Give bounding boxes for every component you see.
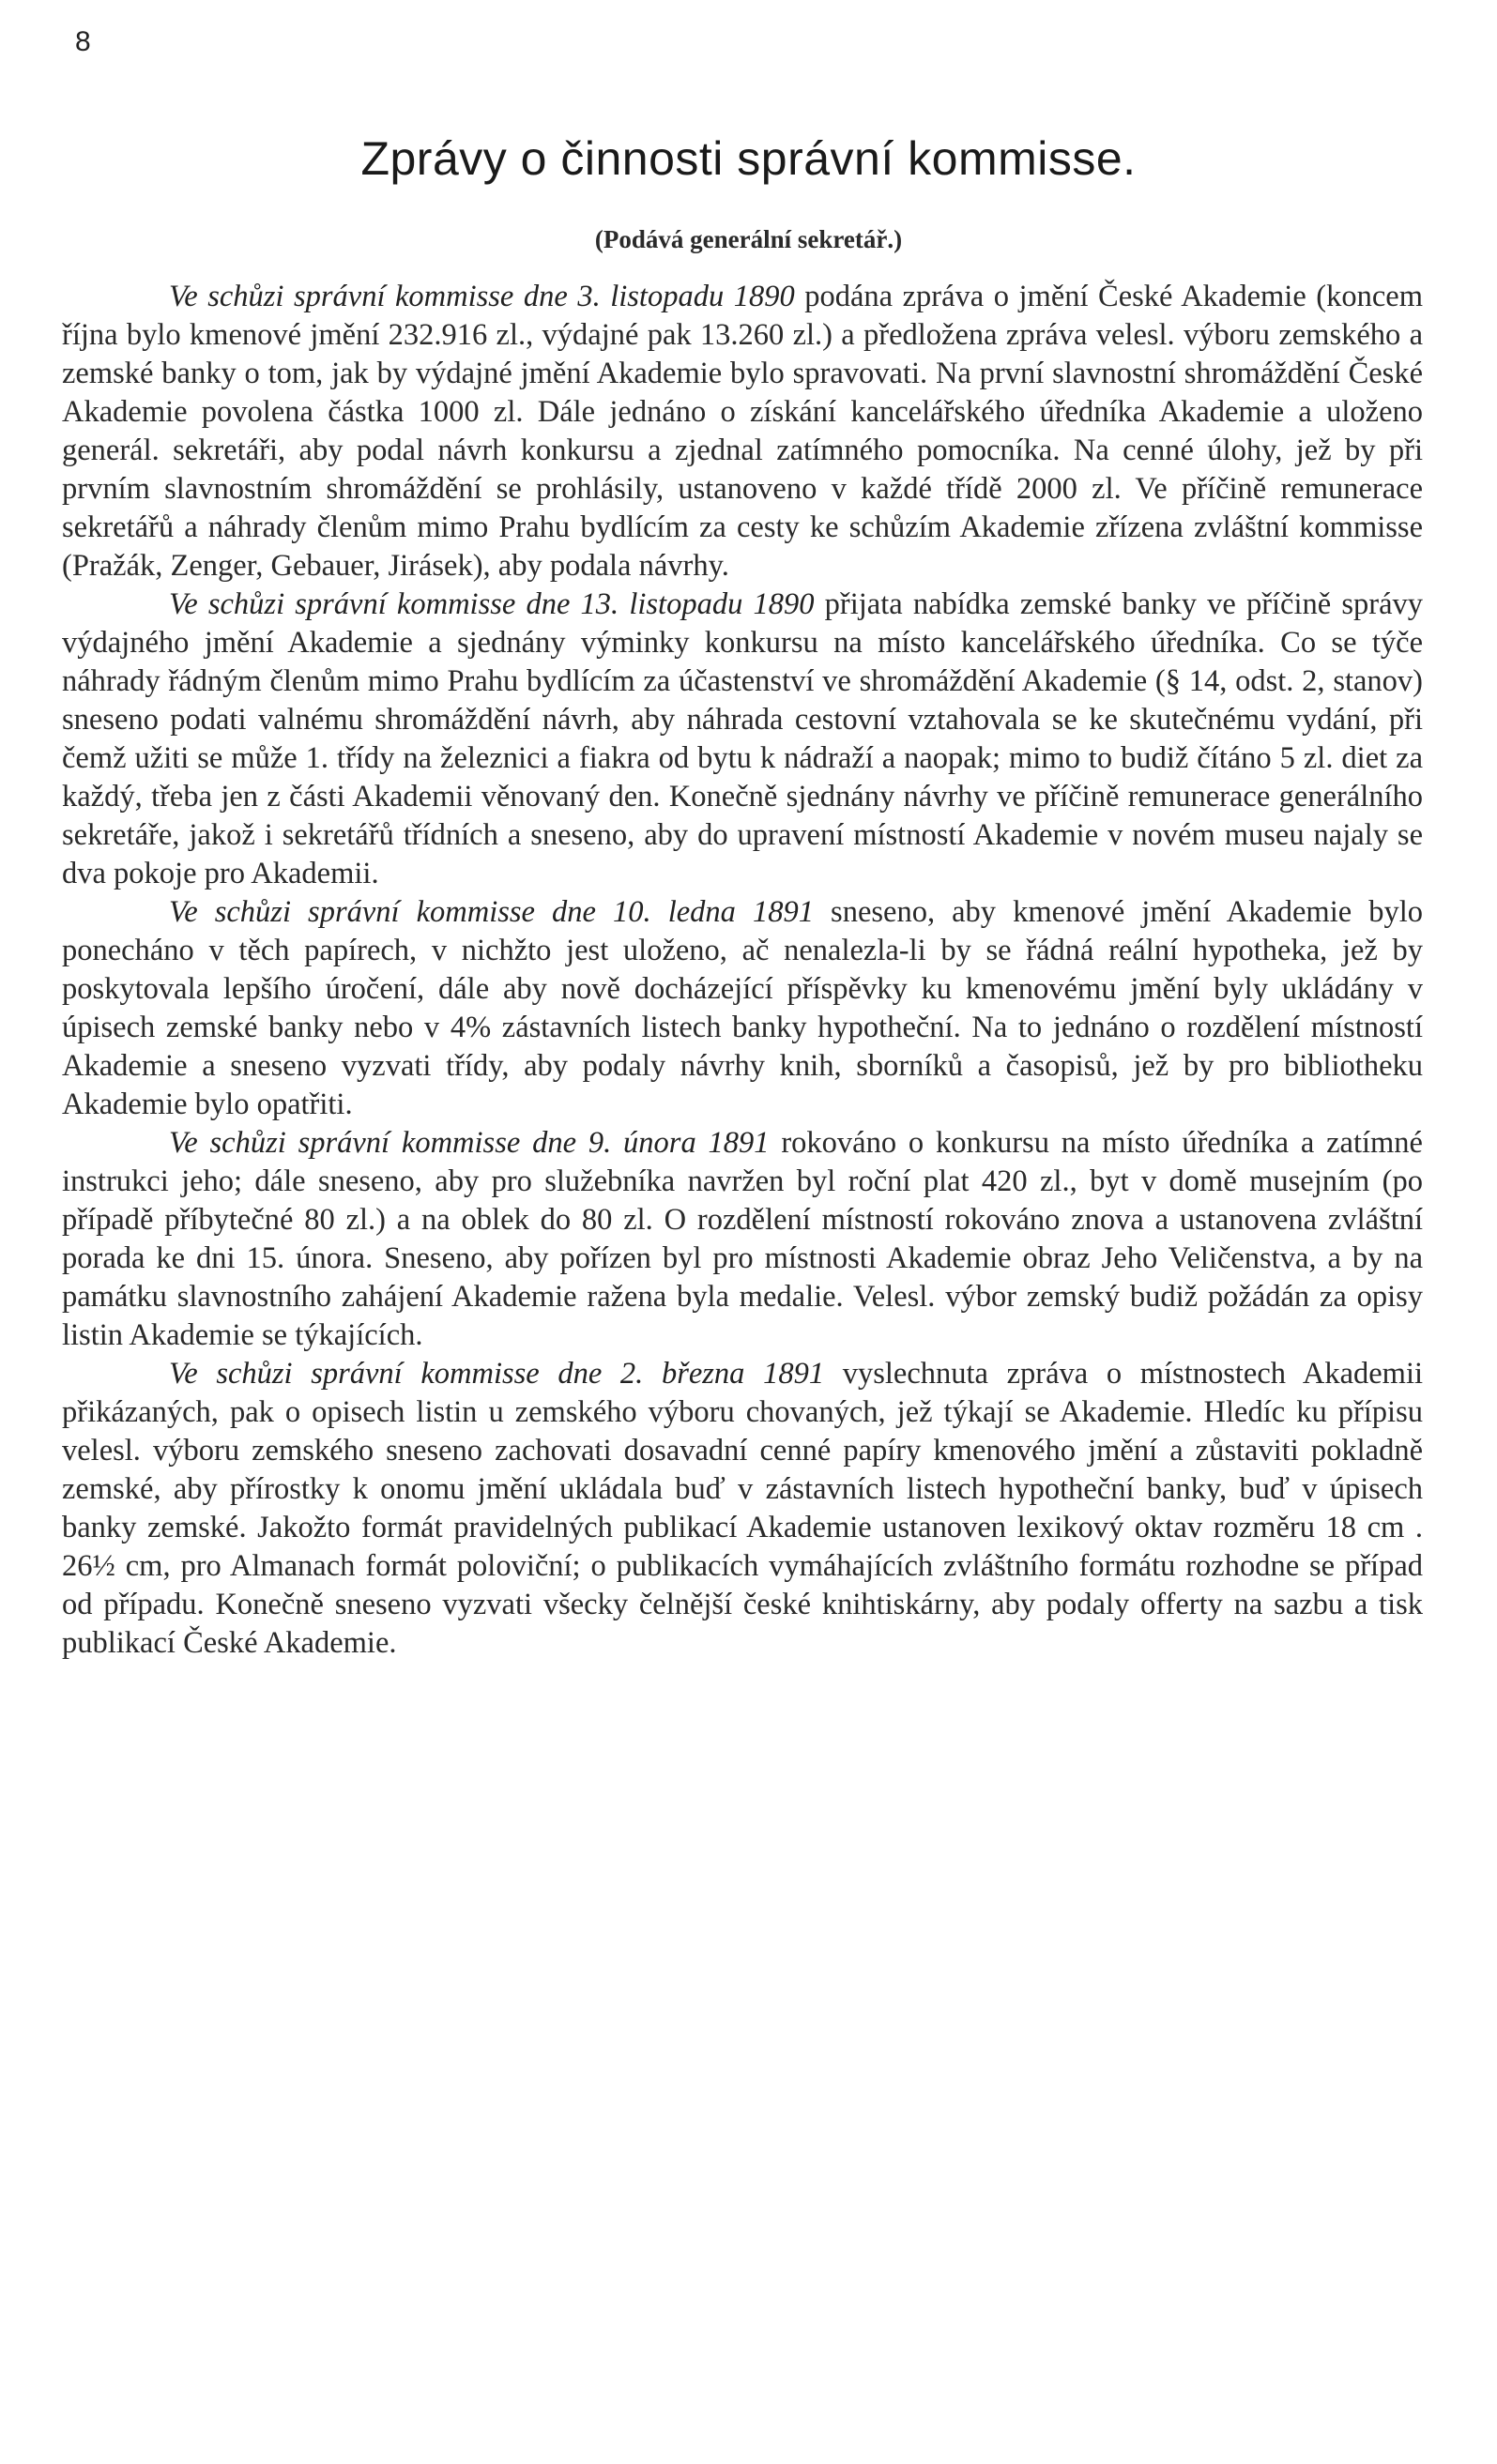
- paragraph-4: [62, 1124, 1423, 1355]
- paragraph-text: rokováno o konkursu na místo úředníka a zatímné instrukci jeho; dále sneseno, aby pro služebníka navržen byl roční plat 420 zl., byt v domě musejním (po případě příbytečné 80 zl.) a na oblek do 80 zl. O rozdělení místností rokováno znova a ustanovena zvláštní porada ke dni 15. února. Sneseno, aby pořízen byl pro místnosti Akademie obraz Jeho Veličenstva, a by na památku slavnostního zahájení Akademie ražena byla medalie. Velesl. výbor zemský budiž požádán za opisy listin Akademie se týkajících.: [62, 1126, 1423, 1352]
- page-number: 8: [75, 26, 91, 57]
- paragraph-text: vyslechnuta zpráva o místnostech Akademii přikázaných, pak o opisech listin u zemského výboru chovaných, jež týkají se Akademie. Hledíc ku přípisu velesl. výboru zemského sneseno zachovati dosavadní cenné papíry kmenového jmění a zůstaviti pokladně zemské, aby přírostky k onomu jmění ukládala buď v zástavních listech hypotheční banky, buď v úpisech banky zemské. Jakožto formát pravidelných publikací Akademie ustanoven lexikový oktav rozměru 18 cm . 26½ cm, pro Almanach formát poloviční; o publikacích vymáhajících zvláštního formátu rozhodne se případ od případu. Konečně sneseno vyzvati všecky čelnější české knihtiskárny, aby podaly offerty na sazbu a tisk publikací České Akademie.: [62, 1357, 1424, 1660]
- paragraph-text: přijata nabídka zemské banky ve příčině správy výdajného jmění Akademie a sjednány výminky konkursu na místo kancelářského úředníka. Co se týče náhrady řádným členům mimo Prahu bydlícím za účastenství ve shromáždění Akademie (§ 14, odst. 2, stanov) sneseno podati valnému shromáždění návrh, aby náhrada cestovní vztahovala se ke skutečnému vydání, při čemž užiti se může 1. třídy na železnici a fiakra od bytu k nádraží a naopak; mimo to budiž čítáno 5 zl. diet za každý, třeba jen z části Akademii věnovaný den. Konečně sjednány návrhy ve příčině remunerace generálního sekretáře, jakož i sekretářů třídních a sneseno, aby do upravení místností Akademie v novém museu najaly se dva pokoje pro Akademii.: [62, 587, 1423, 890]
- meeting-date: Ve schůzi správní kommisse dne 10. ledna 1891: [169, 895, 814, 929]
- paragraph-3: [62, 893, 1423, 1124]
- paragraph-text: podána zpráva o jmění České Akademie (koncem října bylo kmenové jmění 232.916 zl., výdajné pak 13.260 zl.) a předložena zpráva velesl. výboru zemského a zemské banky o tom, jak by výdajné jmění Akademie bylo spravovati. Na první slavnostní shromáždění České Akademie povolena částka 1000 zl. Dále jednáno o získání kancelářského úředníka Akademie a uloženo generál. sekretáři, aby podal návrh konkursu a zjednal zatímného pomocníka. Na cenné úlohy, jež by při prvním slavnostním shromáždění se prohlásily, ustanoveno v každé třídě 2000 zl. Ve příčině remunerace sekretářů a náhrady členům mimo Prahu bydlícím za cesty ke schůzím Akademie zřízena zvláštní kommisse (Pražák, Zenger, Gebauer, Jirásek), aby podala návrhy.: [62, 280, 1423, 583]
- paragraph-2: [62, 586, 1423, 893]
- paragraph-1: [62, 278, 1423, 586]
- page-subtitle: (Podává generální sekretář.): [594, 225, 903, 253]
- paragraph-text: sneseno, aby kmenové jmění Akademie bylo ponecháno v těch papírech, v nichžto jest uloženo, ač nenalezla-li by se řádná reální hypotheka, jež by poskytovala lepšího úročení, dále aby nově docházející příspěvky ku kmenovému jmění byly ukládány v úpisech zemské banky nebo v 4% zástavních listech banky hypotheční. Na to jednáno o rozdělení místností Akademie a sneseno vyzvati třídy, aby podaly návrhy knih, sborníků a časopisů, jež by pro bibliotheku Akademie bylo opatřiti.: [62, 895, 1423, 1121]
- meeting-date: Ve schůzi správní kommisse dne 9. února 1891: [169, 1126, 770, 1160]
- meeting-date: Ve schůzi správní kommisse dne 3. listopadu 1890: [169, 280, 795, 313]
- page-title: Zprávy o činnosti správní kommisse.: [360, 132, 1137, 185]
- meeting-date: Ve schůzi správní kommisse dne 2. března 1891: [169, 1357, 825, 1391]
- body-text: [62, 278, 1423, 1663]
- meeting-date: Ve schůzi správní kommisse dne 13. listopadu 1890: [169, 587, 815, 621]
- paragraph-5: [62, 1355, 1423, 1663]
